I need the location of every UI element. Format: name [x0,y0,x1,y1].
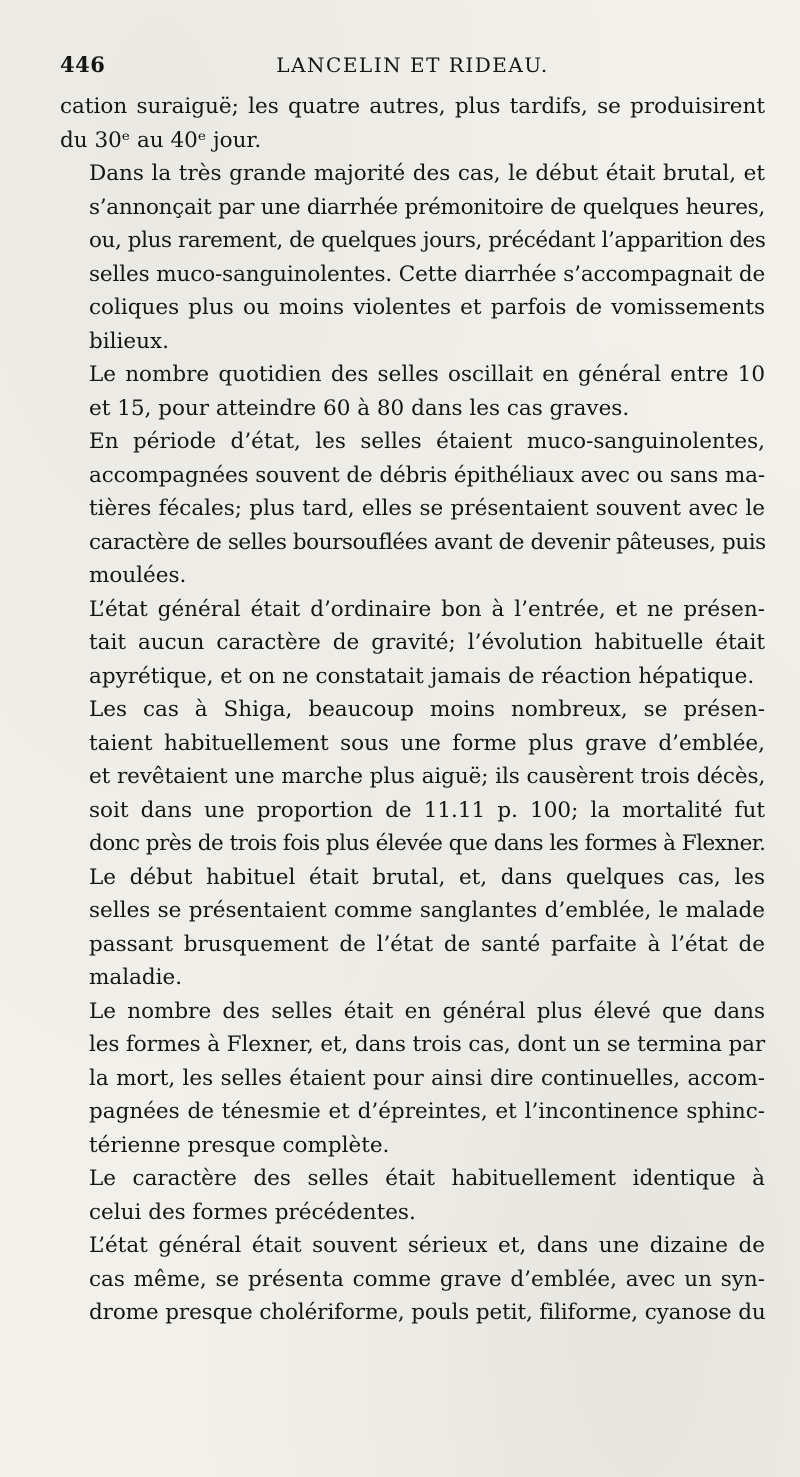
text-line: cas même, se présenta comme grave d’emblée, avec un syn- [89,1266,765,1292]
paragraph [60,995,765,1163]
paragraph [60,693,765,861]
text-line: bilieux. [89,328,169,354]
text-line: Les cas à Shiga, beaucoup moins nombreux, se présen- [89,697,765,722]
running-head: LANCELIN ET RIDEAU. [276,53,549,77]
text-line: coliques plus ou moins violentes et parfois de vomissements [89,295,765,320]
text-line: les formes à Flexner, et, dans trois cas, dont un se termina par [89,1032,765,1057]
text-line: et 15, pour atteindre 60 à 80 dans les cas graves. [89,395,630,421]
text-line: Le début habituel était brutal, et, dans quelques cas, les [89,864,765,890]
paragraph [60,1229,765,1330]
paragraph [60,593,765,694]
text-line: accompagnées souvent de débris épithéliaux avec ou sans ma- [89,462,765,488]
paragraph [60,425,765,593]
text-line: cation suraiguë; les quatre autres, plus tardifs, se produisirent [60,94,765,119]
text-line: passant brusquement de l’état de santé parfaite à l’état de [89,931,765,957]
text-line: drome presque cholériforme, pouls petit, filiforme, cyanose du [89,1300,766,1325]
text-line: térienne presque complète. [89,1132,390,1158]
text-line: L’état général était souvent sérieux et, dans une dizaine de [89,1233,765,1258]
paragraph [60,157,765,358]
text-line: caractère de selles boursouflées avant de devenir pâteuses, puis [89,529,766,555]
text-line: En période d’état, les selles étaient muco-sanguinolentes, [89,429,765,454]
text-line: s’annonçait par une diarrhée prémonitoire de quelques heures, [89,194,765,220]
text-line: apyrétique, et on ne constatait jamais de réaction hépatique. [89,663,755,689]
paragraph [60,90,765,157]
page-number: 446 [60,52,106,77]
text-line: la mort, les selles étaient pour ainsi dire continuelles, accom- [89,1065,765,1091]
text-line: Le nombre quotidien des selles oscillait en général entre 10 [89,362,765,387]
text-line: tait aucun caractère de gravité; l’évolution habituelle était [89,630,765,655]
text-line: L’état général était d’ordinaire bon à l’entrée, et ne présen- [89,596,765,622]
text-line: tières fécales; plus tard, elles se présentaient souvent avec le [89,496,765,521]
text-line: moulées. [89,563,187,588]
text-line: du 30ᵉ au 40ᵉ jour. [60,127,262,153]
body-text [60,90,765,1330]
text-line: Le nombre des selles était en général plus élevé que dans [89,998,765,1024]
text-line: maladie. [89,965,183,990]
text-line: donc près de trois fois plus élevée que dans les formes à Flexner. [89,831,766,856]
text-line: taient habituellement sous une forme plus grave d’emblée, [89,730,765,756]
text-line: et revêtaient une marche plus aiguë; ils causèrent trois décès, [89,764,766,789]
text-line: Dans la très grande majorité des cas, le début était brutal, et [89,161,765,186]
paragraph [60,861,765,995]
text-line: celui des formes précédentes. [89,1199,416,1225]
paragraph [60,1162,765,1229]
paragraph [60,358,765,425]
text-line: pagnées de ténesmie et d’épreintes, et l’incontinence sphinc- [89,1099,765,1124]
text-line: selles se présentaient comme sanglantes d’emblée, le malade [89,898,765,923]
text-line: soit dans une proportion de 11.11 p. 100; la mortalité fut [89,797,765,823]
page-header [60,52,765,86]
text-line: selles muco-sanguinolentes. Cette diarrhée s’accompagnait de [89,261,766,287]
text-line: ou, plus rarement, de quelques jours, précédant l’apparition des [89,228,766,253]
text-line: Le caractère des selles était habituellement identique à [89,1166,765,1191]
